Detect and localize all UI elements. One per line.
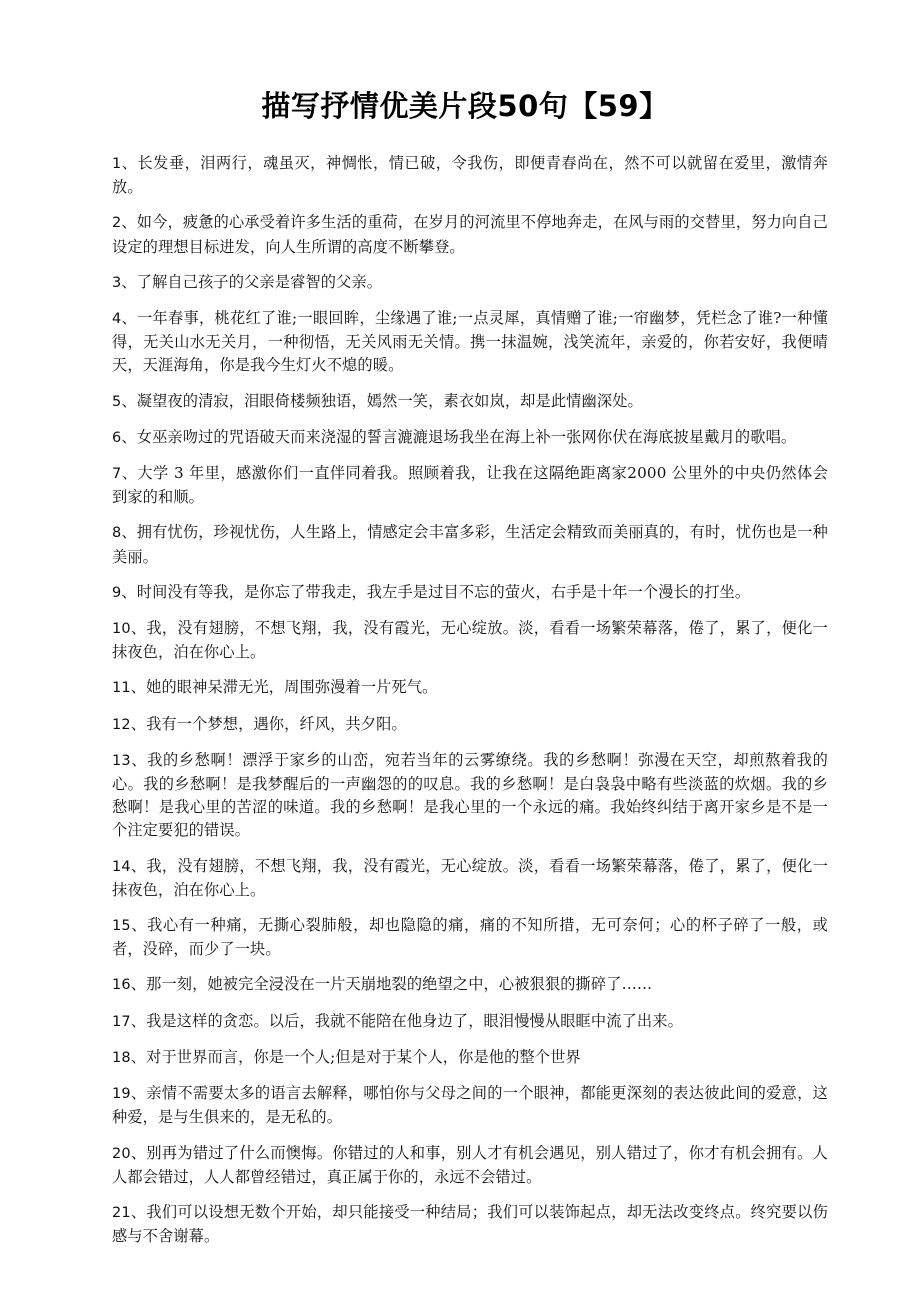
item-number: 6	[112, 429, 122, 446]
item-number: 18	[112, 1049, 131, 1066]
item-text: 、大学 3 年里，感激你们一直伴同着我。照顾着我，让我在这隔绝距离家2000 公里外的中央仍然体会到家的和顺。	[112, 464, 828, 507]
list-item	[112, 426, 828, 450]
list-item	[112, 390, 828, 414]
item-text: 、长发垂，泪两行，魂虽灭，神惆怅，情已破，令我伤，即便青春尚在，然不可以就留在爱里，激情奔放。	[112, 154, 828, 197]
list-item	[112, 855, 828, 902]
list-item	[112, 713, 828, 737]
item-text: 、对于世界而言，你是一个人;但是对于某个人，你是他的整个世界	[130, 1047, 581, 1066]
item-text: 、我们可以设想无数个开始，却只能接受一种结局；我们可以装饰起点，却无法改变终点。终究要以伤感与不舍谢幕。	[112, 1202, 828, 1246]
item-text: 、我心有一种痛，无撕心裂肺般，却也隐隐的痛，痛的不知所措，无可奈何；心的杯子碎了一般，或者，没碎，而少了一块。	[112, 916, 828, 959]
item-text: 、我，没有翅膀，不想飞翔，我，没有霞光，无心绽放。淡，看看一场繁荣幕落，倦了，累了，便化一抹夜色，泊在你心上。	[112, 856, 828, 899]
item-text: 、时间没有等我，是你忘了带我走，我左手是过目不忘的萤火，右手是十年一个漫长的打坐。	[121, 582, 751, 601]
item-text: 、如今，疲惫的心承受着许多生活的重荷，在岁月的河流里不停地奔走，在风与雨的交替里，努力向自己设定的理想目标进发，向人生所谓的高度不断攀登。	[112, 213, 828, 256]
item-number: 5	[112, 393, 122, 410]
list-item	[112, 914, 828, 961]
list-item	[112, 307, 828, 378]
item-text: 、拥有忧伤，珍视忧伤，人生路上，情感定会丰富多彩，生活定会精致而美丽真的，有时，忧伤也是一种美丽。	[112, 523, 828, 566]
item-text: 、亲情不需要太多的语言去解释，哪怕你与父母之间的一个眼神，都能更深刻的表达彼此间的爱意，这种爱，是与生俱来的，是无私的。	[112, 1084, 828, 1127]
paragraph-list	[112, 152, 828, 1248]
item-number: 14	[112, 858, 131, 875]
item-number: 17	[112, 1013, 131, 1030]
list-item	[112, 749, 828, 843]
item-number: 9	[112, 584, 122, 601]
list-item	[112, 973, 828, 997]
item-number: 19	[112, 1086, 131, 1103]
item-text: 、了解自己孩子的父亲是睿智的父亲。	[121, 272, 383, 291]
item-number: 2	[112, 215, 122, 232]
item-text: 、一年春事，桃花红了谁;一眼回眸，尘缘遇了谁;一点灵犀，真情赠了谁;一帘幽梦，凭栏念了谁?一种懂得，无关山水无关月，一种彻悟，无关风雨无关情。携一抹温婉，浅笑流年，亲爱的，你若安好，我便晴天，天涯海角，你是我今生灯火不熄的暖。	[112, 309, 828, 375]
item-text: 、女巫亲吻过的咒语破天而来浇湿的誓言漉漉退场我坐在海上补一张网你伏在海底披星戴月的歌唱。	[121, 427, 797, 446]
item-number: 13	[112, 752, 131, 769]
item-number: 12	[112, 716, 131, 733]
item-text: 、她的眼神呆滞无光，周围弥漫着一片死气。	[130, 678, 438, 697]
list-item	[112, 1046, 828, 1070]
document-title: 描写抒情优美片段50句【59】	[261, 89, 669, 123]
item-text: 、我有一个梦想，遇你，纤风，共夕阳。	[130, 714, 407, 733]
item-text: 、我，没有翅膀，不想飞翔，我，没有霞光，无心绽放。淡，看看一场繁荣幕落，倦了，累了，便化一抹夜色，泊在你心上。	[112, 619, 828, 662]
item-text: 、别再为错过了什么而懊悔。你错过的人和事，别人才有机会遇见，别人错过了，你才有机会拥有。人人都会错过，人人都曾经错过，真正属于你的，永远不会错过。	[112, 1143, 828, 1186]
list-item	[112, 521, 828, 568]
item-text: 、我的乡愁啊！漂浮于家乡的山峦，宛若当年的云雾缭绕。我的乡愁啊！弥漫在天空，却煎熬着我的心。我的乡愁啊！是我梦醒后的一声幽怨的的叹息。我的乡愁啊！是白袅袅中略有些淡蓝的炊烟。我的乡愁啊！是我心里的苦涩的味道。我的乡愁啊！是我心里的一个永远的痛。我始终纠结于离开家乡是不是一个注定要犯的错误。	[112, 750, 828, 840]
item-number: 20	[112, 1145, 131, 1162]
item-number: 10	[112, 621, 131, 638]
item-number: 8	[112, 525, 122, 542]
list-item	[112, 152, 828, 199]
list-item	[112, 1142, 828, 1189]
list-item	[112, 1201, 828, 1248]
item-number: 16	[112, 977, 131, 994]
item-text: 、凝望夜的清寂，泪眼倚楼频独语，嫣然一笑，素衣如岚，却是此情幽深处。	[121, 391, 643, 410]
list-item	[112, 617, 828, 664]
list-item	[112, 1082, 828, 1129]
item-number: 3	[112, 274, 122, 291]
list-item	[112, 271, 828, 295]
list-item	[112, 676, 828, 700]
list-item	[112, 581, 828, 605]
item-text: 、我是这样的贪恋。以后，我就不能陪在他身边了，眼泪慢慢从眼眶中流了出来。	[130, 1011, 683, 1030]
list-item	[112, 462, 828, 509]
item-number: 21	[112, 1204, 131, 1221]
item-number: 1	[112, 156, 122, 172]
list-item	[112, 1010, 828, 1034]
item-number: 7	[112, 466, 122, 483]
item-text: 、那一刻，她被完全浸没在一片天崩地裂的绝望之中，心被狠狠的撕碎了……	[130, 975, 653, 994]
item-number: 4	[112, 311, 122, 328]
list-item	[112, 211, 828, 258]
item-number: 15	[112, 918, 131, 935]
item-number: 11	[112, 680, 131, 697]
